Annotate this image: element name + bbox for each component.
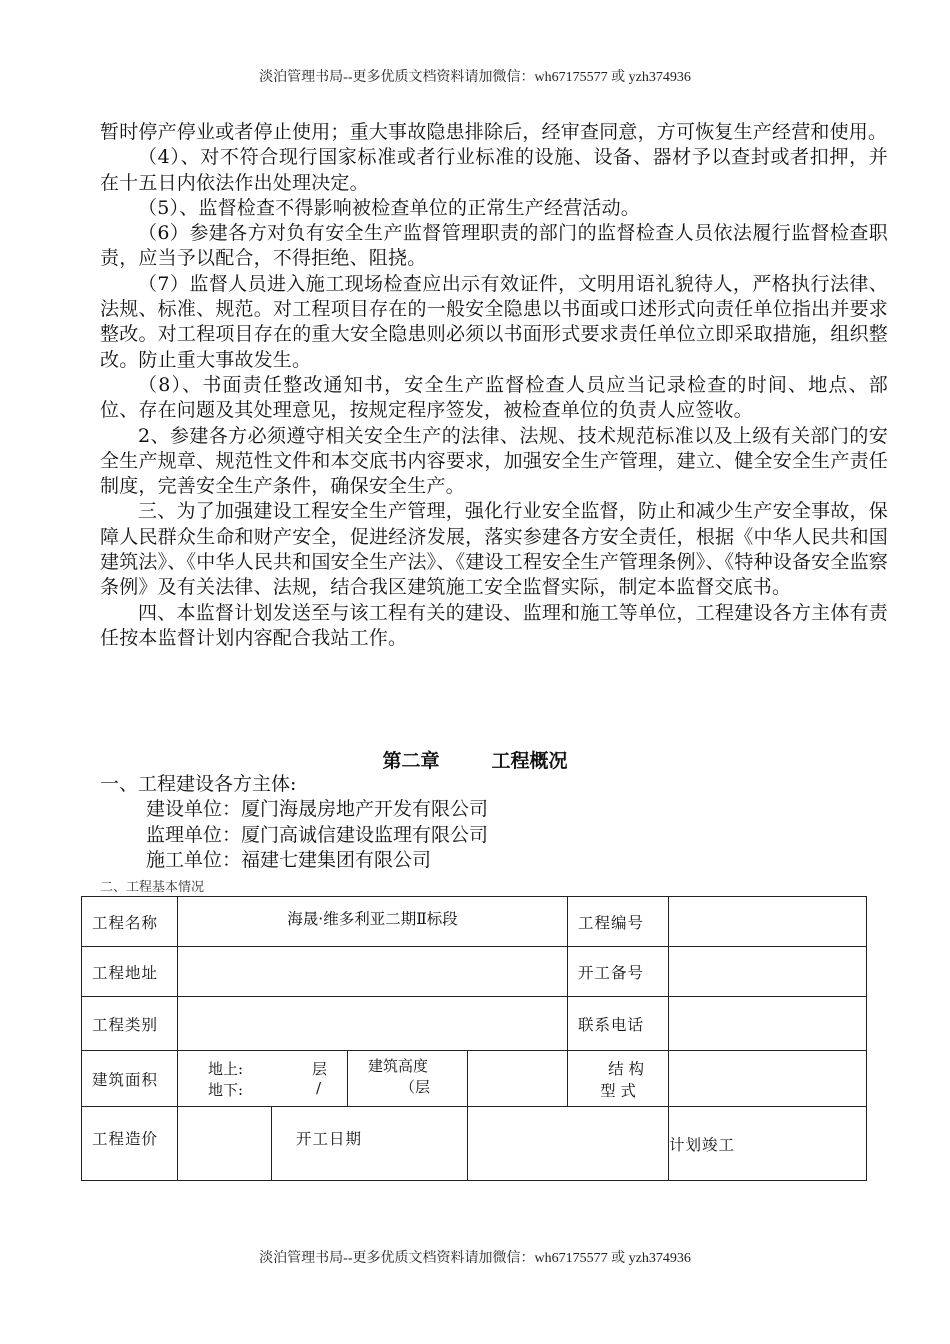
paragraph: （5）、监督检查不得影响被检查单位的正常生产经营活动。 (138, 196, 640, 219)
parties-heading: 一、工程建设各方主体: (100, 773, 297, 795)
page-header: 淡泊管理书局--更多优质文档资料请加微信：wh67175577 或 yzh374936 (259, 70, 691, 85)
above-floors-unit: 层 (311, 1059, 327, 1078)
paragraph: （8）、书面责任整改通知书，安全生产监督检查人员应当记录检查的时间、地点、部位、存在问题及其处理意见，按规定程序签发，被检查单位的负责人应签收。 (100, 373, 888, 422)
start-date-value (468, 1107, 669, 1181)
phone-label: 联系电话 (568, 997, 669, 1051)
above-row (208, 1058, 327, 1079)
project-name-label: 工程名称 (82, 897, 178, 947)
below-row (208, 1079, 327, 1100)
chapter-name: 工程概况 (491, 750, 568, 772)
paragraph: 暂时停产停业或者停止使用；重大事故隐患排除后，经审查同意，方可恢复生产经营和使用。 (100, 121, 888, 143)
supervisor-unit: 监理单位：厦门高诚信建设监理有限公司 (146, 823, 489, 846)
above-label: 地上: (208, 1059, 244, 1078)
phone-value (669, 997, 867, 1051)
address-value (178, 947, 568, 997)
height-floors: （层 (400, 1078, 431, 1096)
planned-completion-label: 计划竣工 (669, 1107, 867, 1181)
height-cell (348, 1051, 468, 1107)
height-label: 建筑高度 (368, 1057, 429, 1075)
chapter-number: 第二章 (382, 750, 440, 772)
table-row (82, 897, 867, 947)
basic-info-heading: 二、工程基本情况 (100, 880, 205, 895)
cost-value (178, 1107, 272, 1181)
table-row (82, 1107, 867, 1181)
parties-section (100, 772, 488, 873)
paragraph: （6）参建各方对负有安全生产监督管理职责的部门的监督检查人员依法履行监督检查职责，应当予以配合，不得拒绝、阻挠。 (100, 222, 888, 270)
address-label: 工程地址 (82, 947, 178, 997)
project-info-table (81, 896, 867, 1181)
page-footer: 淡泊管理书局--更多优质文档资料请加微信：wh67175577 或 yzh374936 (259, 1251, 691, 1266)
paragraph: （4）、对不符合现行国家标准或者行业标准的设施、设备、器材予以查封或者扣押，并在十五日内依法作出处理决定。 (100, 146, 888, 194)
project-no-label: 工程编号 (568, 897, 669, 947)
category-value (178, 997, 568, 1051)
structure-label-line2: 型 式 (600, 1081, 636, 1100)
below-slash: / (315, 1078, 321, 1097)
start-record-value (669, 947, 867, 997)
contractor-unit: 施工单位：福建七建集团有限公司 (146, 848, 432, 871)
paragraph: 三、为了加强建设工程安全生产管理，强化行业安全监督，防止和减少生产安全事故，保障人民群众生命和财产安全，促进经济发展，落实参建各方安全责任，根据《中华人民共和国建筑法》、《中华人民共和国安全生产法》、《建设工程安全生产管理条例》、《特种设备安全监察条例》及有关法律、法规，结合我区建筑施工安全监督实际，制定本监督交底书。 (100, 500, 888, 599)
floors-cell (178, 1051, 348, 1107)
table-row (82, 947, 867, 997)
builder-unit: 建设单位：厦门海晟房地产开发有限公司 (146, 798, 489, 821)
start-record-label: 开工备号 (568, 947, 669, 997)
body-text (100, 120, 888, 651)
structure-value (669, 1051, 867, 1107)
paragraph: 四、本监督计划发送至与该工程有关的建设、监理和施工等单位，工程建设各方主体有责任按本监督计划内容配合我站工作。 (100, 601, 888, 649)
area-label: 建筑面积 (82, 1051, 178, 1107)
paragraph: 2、参建各方必须遵守相关安全生产的法律、法规、技术规范标准以及上级有关部门的安全生产规章、规范性文件和本交底书内容要求，加强安全生产管理，建立、健全安全生产责任制度，完善安全生产条件，确保安全生产。 (100, 424, 888, 498)
table-row (82, 997, 867, 1051)
project-name-value: 海晟·维多利亚二期Ⅱ标段 (178, 897, 568, 947)
structure-label-line1: 结 构 (608, 1059, 644, 1078)
chapter-title (0, 746, 950, 773)
table-row (82, 1051, 867, 1107)
structure-label (568, 1051, 669, 1107)
start-date-label: 开工日期 (272, 1107, 468, 1181)
below-label: 地下: (208, 1080, 244, 1099)
project-no-value (669, 897, 867, 947)
cost-label: 工程造价 (82, 1107, 178, 1181)
category-label: 工程类别 (82, 997, 178, 1051)
height-value (468, 1051, 568, 1107)
paragraph: （7）监督人员进入施工现场检查应出示有效证件，文明用语礼貌待人，严格执行法律、法规、标准、规范。对工程项目存在的一般安全隐患以书面或口述形式向责任单位指出并要求整改。对工程项目存在的重大安全隐患则必须以书面形式要求责任单位立即采取措施，组织整改。防止重大事故发生。 (100, 272, 888, 371)
